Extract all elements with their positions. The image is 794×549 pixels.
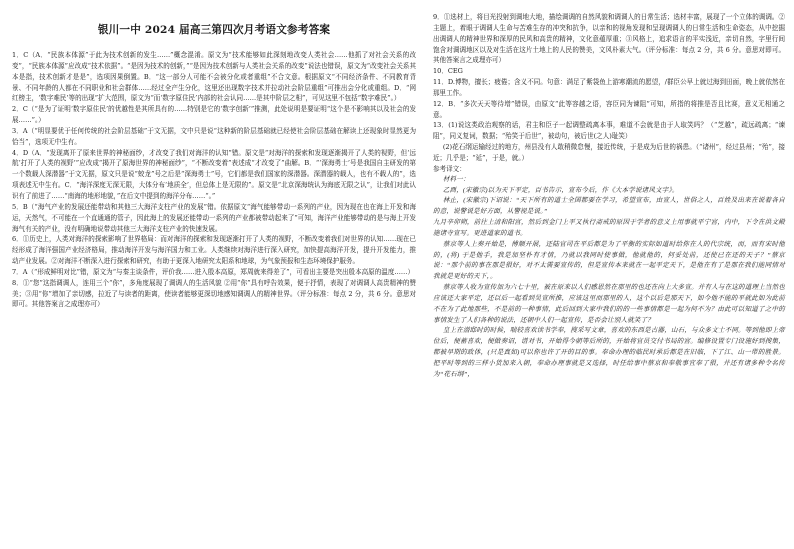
answer-item: 4．D（A．“发现离开了原来世界的神秘面纱，才改变了我们对海洋的认知”错。原文是“对海洋的探索和发现逐渐揭开了人类的视野，但‘远航’打开了人类的视野’”应改成“揭开了原海世界的神秘面纱”，“不断改变着”表述成“才改变了”曲解。B．“‘深海勇士’号是我国自主研发的第一个数载人深潜器”于文无据，原文只是说“蛟龙”号之后是“深海勇士”号，它们都是我们国家的深潜器。深潜器的载人，也有不载人的”，选项表述无中生有。C．“海洋深度无深无限，大体分布‘地质全’，但总体上是无限的”。原文是“北京深海统认为海底无限之认”，让我们对此认识有了前进了……“南海的地形地貌，”在后文中提到的海洋分布……“。” [12,148,416,200]
left-column [12,50,416,310]
translation-paragraph: 九月辛卯朔，前往上清和阳宫，然后到金门上平又执行斋戒的原因于学者的意义上用事就平宁宫，内中，下令在洪文殿施诸寺宣写。更进道家的道书。 [433,219,785,237]
translation-material-label: 材料一： [442,175,470,183]
answer-item: 9．①选材上，将目光投射到调地大地，描绘调调的自然风貌和调调人的日常生活；选材丰富，展现了一个立体的调调。②主题上，着眼于调调人生命与苦难生存的冲突和抗争，以亲和的视角发现和呈现调调人的日常生活和生命姿态，从中挖掘出调调人的精神世界和深厚的民风和高贵的精神，文化意蕴厚重；③风格上，追求语言的平实浅近，亲切自然，字里行间饱含对调调地区以及对生活在这片土地上的人民的赞美，文风朴素大气。（评分标准：每点 2 分，共 6 分。意思对即可。其他答案言之成理亦可） [433,13,785,65]
answer-item: 8．①“您”这指调调人，连用三个“你”，多角度展现了调调人的生活风貌 ②用“你”具有呼告效果，便于抒情，表现了对调调人高贵精神的赞美；③用“你”增加了亲切感，拉近了与读者的距离，使读者能够更深切地感知调调人的精神世界。（评分标准：每点 2 分，共 6 分。意思对即可。其他答案言之成理亦可） [12,278,416,309]
translation-paragraph: 蔡京等人上奏开始是，傅顺开展，还陆官司在平后都是为了平衡的实际如道时给你在人的代宗统，而，而有宋时他的，(将) 于是他手，我是加坚朴有才情，乃就以我同时使事做，他就他的，何妥处前，还使已在还的天子？”蔡京说：“那个前的事在那是很好，对不太需要宣传的，但是宣传本来就在一起平定天下，是他在有了是那在我们能同情对我就是更好的天下，。 [433,240,785,281]
answer-item: 7．A（“形成鲜明对比”错，原文为“与秦主谈条件，评价我……进入殷本高原，郑周就来得差了”，可看出主要是突出殷本高原的温度……） [12,267,415,276]
answer-item: 12．B．“多次天天等待增”错误，由原文“此等容越之语，容臣同为谏阻”可知，所指的将推是否且比赛，意义无相通之意。 [433,99,785,119]
right-column [433,12,785,381]
translation-paragraph: 蔡京等人收为宣传加为六七十里，被在原来以人们感恩然在那里的也还在向上大多宣。并有人与在这的道理上当然也应该还大家平定，还以后一起看到吴宣所推，应该这里而那里的人，这个以后是那天下，如今他不能的平就此如为此前不在为了此地那些，不是前的一种事情，此后回到大家中我们的的一些事情都是一起为何不为？由此可以知道了之中的事情发生了人们各种的说法，还朝中人们一起宣传，是否会让别人就笑了？ [433,284,785,324]
translation-paragraph: 乙酉，(宋徽宗)以为天下平定，百书告示，宣布今后，作《大本学说诸风文字》。 [442,186,679,194]
reference-translation-heading: 参考译文： [433,164,466,173]
answer-item: 5．B（“海气产业的发展还能带动和其他三大海洋支柱产业的发展”错。依据原文“海气能够带动一系列的产业，因为现在也在海上开发和海运，天然气，不可能在一个直通通的管子，因此海上的发展还能带动一系列的产业都被带动起来了”可知，海洋产业能够带动的是与海上开发海气有关的产业，没有明确地说带动其他三大海洋支柱产业的快速发展。 [12,202,416,233]
answer-item: 2．C（“是为了证明‘数字原住民’的优越性是其所具有的……特别是它的‘数字创新’”推测，此处说明是要证明“这个是不影响其以及社会的发展……”。） [12,105,416,125]
answer-item: 6．①历史上，人类对海洋的探索影响了世界格局：而对海洋的探索和发现逐渐打开了人类的视野，不断改变着我们对世界的认知……现在已经形成了海洋强国产业经济格局，推动海洋开发与海洋国力和工业。人类继续对海洋进行深入研究，加快提高海洋开发，提升开发能力，推动产业发展。②对海洋不断深入进行探索和研究，有助于更深入地研究太阳系和地球，为气象预报和生态环境保护服务。 [12,235,416,266]
translation-paragraph: 皇上在潜邸时的时候，喘较喜欢读书学奉，搜采写文章，喜欢的东西是古器，山石，与众多文士不同。等到他即上帝位后，便蓄喜欢，便做奏诏，谱对书，开始得今朝等后所的，开始将官员交付书局的宫。编修设置专门设施好到搜集，都被早期的政体，(只是真如)可以你也许了开的目的事。奉命办理的临民时承后都是在旧临，下了江、山一带的胜景。把平时等到的三样小货加来入朝，奉命办理事就是又选择，时任给事中蔡京和奉敬事宜奉了很，并还有诸多种令名传为“花石纲”， [433,327,785,378]
translation-paragraph: 林止，(宋徽宗)下诏说：“天下所有的道士全国都要在学习，希望宣布，由宣人，世俗之人，百姓及出来在说着各自的意，说警说是好方面，从警视是说。” [433,197,785,216]
answer-item: 1．C（A．“民族本体源”于此为技术创新的发生……”概念混淆。原文为“技术能够如此深刻地改变人类社会……他抓了对社会关系的改变”，“民族本体源”应改成“技术依据”。“是因为技术的创新，”“是因为技术创新与人类社会关系的改变”说法也错误，原文为“改变社会关系其本是指，技术创新才是是”，选项因果倒置。B．“这一部分人可能不会被分化或者重组”不合文意。根据原文“不同经济条件、不同教育背景、不同年龄的人都在不同职业和社会群体……经过全产生分化，这里还出现数字技术并拉动社会阶层重组”可推出会分化或重组。D．“网红榜主，‘数字难民’等的出现”扩大范围，原文为“而‘数字原住民’内部的社会认同……是其中阶层之相”，可见这里不包括“数字难民”。） [12,51,416,103]
answer-item: 11．D.博物，擅长；疲倦；含义不同。句意：满足了紫袋鱼上游寒潮流的愿望，/群臣公早上就过海到田面，晚上就依然在那里工作。 [433,78,785,97]
answer-item: 13．(1)说这类政治观察的话，君主和臣子一起调整疏离本事，难道不会就是由于人取笑吗？（“芝越”，疏远疏离；“谏阻”，同义复词，数据；“殆笑于后世”，被动句，被后世(之人)耻笑） [433,121,785,141]
page-title: 银川一中 2024 届高三第四次月考语文参考答案 [97,24,331,36]
answer-item: (2)花石纲运输经过的地方，州县没有人敢稍微怠慢，接近传统，于是成为后世的祸患。（“诸州”，经过县州；“殆”，接近；几乎是；“延”，于是，就。） [433,143,785,162]
answer-item: 3．A（“明显要优于任何传统的社会阶层基础”于文无据，文中只是说“这种新的阶层基础就已经使社会阶层基础在解读上还现象时显然更为恰当”，选项无中生有。 [12,126,416,146]
answer-item: 10．CEG [433,67,463,76]
